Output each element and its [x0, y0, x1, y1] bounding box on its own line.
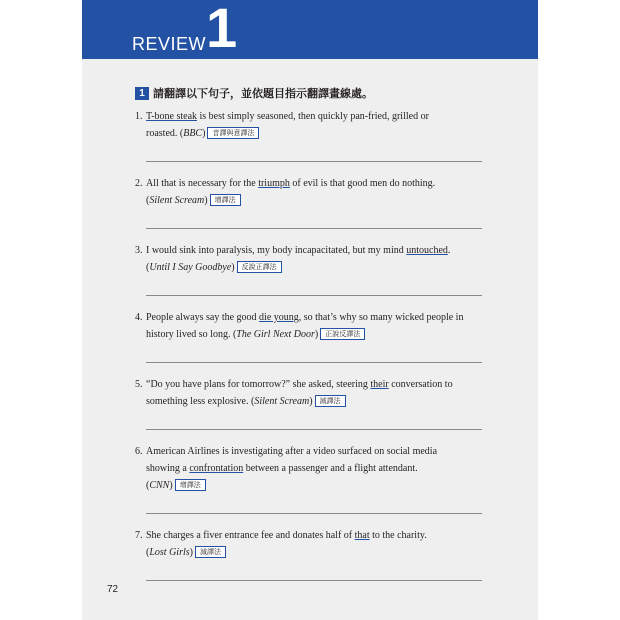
exercise-item-1: 1. T-bone steak is best simply seasoned, then quickly pan-fried, grilled or roasted. (BBC) 音譯與意譯法: [135, 108, 485, 142]
item-number: 5.: [135, 379, 143, 390]
review-number: 1: [206, 0, 238, 59]
underlined-phrase: their: [370, 379, 389, 390]
source-title: The Girl Next Door: [236, 329, 315, 340]
item-number: 6.: [135, 446, 143, 457]
answer-line-7[interactable]: [146, 580, 482, 581]
underlined-phrase: T-bone steak: [146, 111, 198, 122]
textbook-page: [82, 0, 538, 620]
source-title: Lost Girls: [149, 547, 190, 558]
translation-method-tag: 減譯法: [195, 546, 226, 558]
item-number: 2.: [135, 178, 143, 189]
exercise-instruction: [135, 85, 373, 101]
review-label: REVIEW: [132, 34, 207, 54]
source-title: Until I Say Goodbye: [149, 262, 232, 273]
source-title: Silent Scream: [254, 396, 310, 407]
underlined-phrase: confrontation: [189, 463, 244, 474]
exercise-number-badge: 1: [135, 87, 149, 100]
underlined-phrase: that: [354, 530, 370, 541]
answer-line-5[interactable]: [146, 429, 482, 430]
answer-line-1[interactable]: [146, 161, 482, 162]
exercise-item-4: 4. People always say the good die young, so that’s why so many wicked people in history lived so long. (The Girl Next Door) 正說反譯法: [135, 309, 485, 343]
answer-line-4[interactable]: [146, 362, 482, 363]
source-title: BBC: [183, 128, 203, 139]
page-header: [82, 0, 538, 59]
item-number: 4.: [135, 312, 143, 323]
translation-method-tag: 正說反譯法: [320, 328, 365, 340]
exercise-item-7: 7. She charges a fiver entrance fee and donates half of that to the charity. (Lost Girls) 減譯法: [135, 527, 485, 561]
item-number: 7.: [135, 530, 143, 541]
page-number: 72: [107, 584, 119, 595]
item-number: 3.: [135, 245, 143, 256]
translation-method-tag: 增譯法: [175, 479, 206, 491]
translation-method-tag: 增譯法: [210, 194, 241, 206]
underlined-phrase: triumph: [258, 178, 290, 189]
source-title: Silent Scream: [149, 195, 205, 206]
underlined-phrase: untouched: [406, 245, 448, 256]
answer-line-2[interactable]: [146, 228, 482, 229]
translation-method-tag: 反說正譯法: [237, 261, 282, 273]
source-title: CNN: [149, 480, 170, 491]
translation-method-tag: 減譯法: [315, 395, 346, 407]
answer-line-6[interactable]: [146, 513, 482, 514]
exercise-item-6: 6. American Airlines is investigating after a video surfaced on social media showing a confrontation between a passenger and a flight attendant. (CNN) 增譯法: [135, 443, 485, 494]
instruction-text: 請翻譯以下句子，並依題目指示翻譯畫線處。: [153, 87, 373, 100]
item-number: 1.: [135, 111, 143, 122]
translation-method-tag: 音譯與意譯法: [207, 127, 259, 139]
exercise-item-5: 5. “Do you have plans for tomorrow?” she asked, steering their conversation to something less explosive. (Silent Scream) 減譯法: [135, 376, 485, 410]
underlined-phrase: die young: [259, 312, 299, 323]
exercise-item-3: 3. I would sink into paralysis, my body incapacitated, but my mind untouched. (Until I Say Goodbye) 反說正譯法: [135, 242, 485, 276]
exercise-item-2: 2. All that is necessary for the triumph of evil is that good men do nothing. (Silent Scream) 增譯法: [135, 175, 485, 209]
answer-line-3[interactable]: [146, 295, 482, 296]
